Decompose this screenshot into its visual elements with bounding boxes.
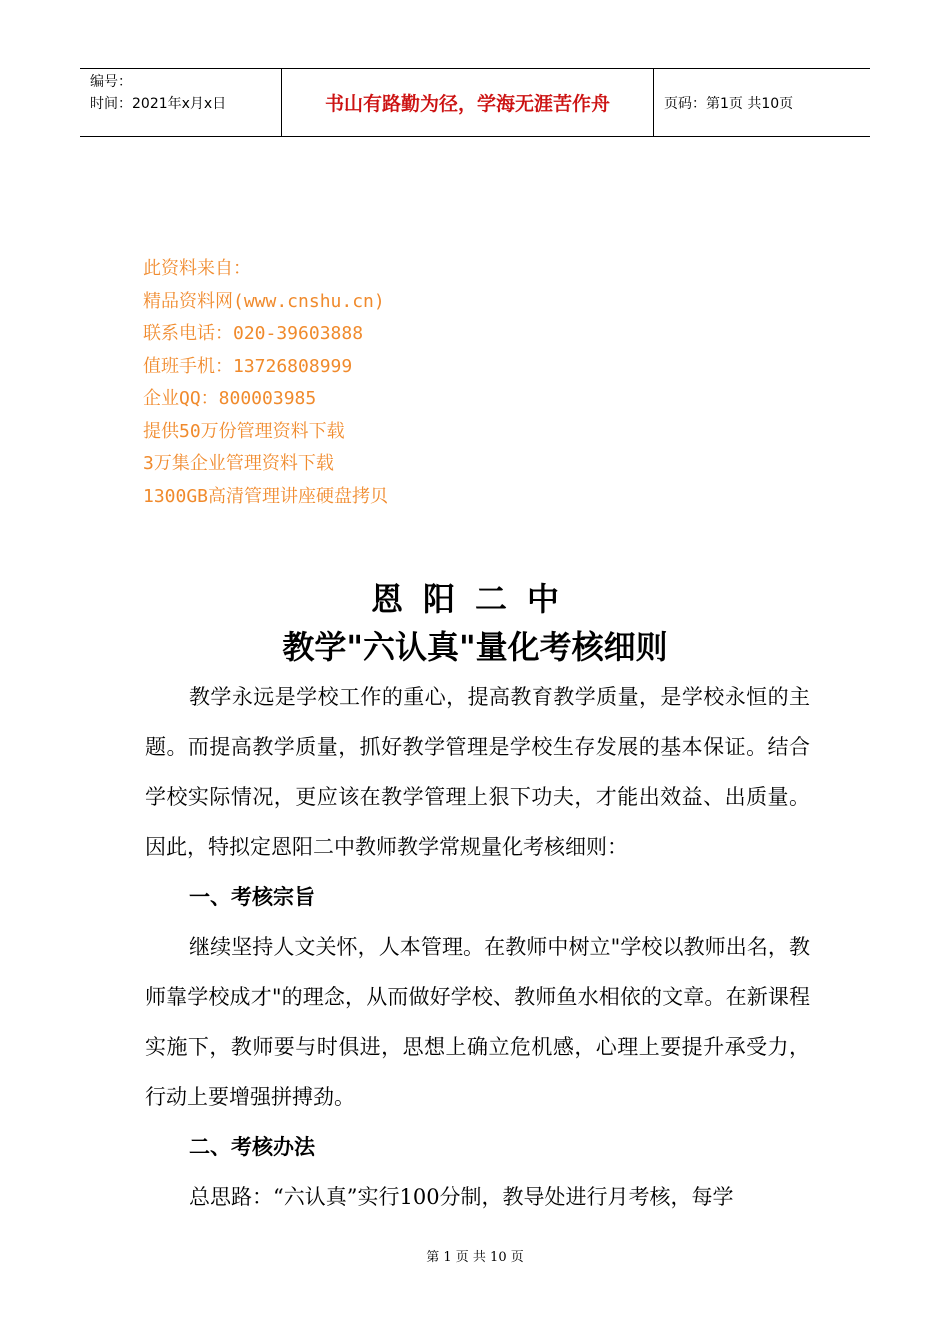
paragraph-method: 总思路：“六认真”实行100分制，教导处进行月考核，每学 xyxy=(189,1185,734,1209)
document-title-school: 恩阳二中 xyxy=(370,580,579,618)
source-line: 1300GB高清管理讲座硬盘拷贝 xyxy=(143,485,389,507)
section-heading: 二、考核办法 xyxy=(189,1135,315,1159)
document-body xyxy=(145,672,810,1222)
paragraph-purpose: 继续坚持人文关怀，人本管理。在教师中树立"学校以教师出名，教师靠学校成才"的理念，从而做好学校、教师鱼水相依的文章。在新课程实施下，教师要与时俱进，思想上确立危机感，心理上要提升承受力，行动上要增强拼搏劲。 xyxy=(145,935,810,1109)
source-info xyxy=(143,253,388,513)
source-line: 精品资料网(www.cnshu.cn) xyxy=(143,290,385,312)
source-line: 企业QQ：800003985 xyxy=(143,388,317,409)
header-page-label: 页码：第1页 共10页 xyxy=(664,95,794,112)
source-line: 此资料来自： xyxy=(143,258,251,279)
header-table xyxy=(80,68,870,137)
number-label: 编号： xyxy=(90,74,132,90)
header-meta xyxy=(80,69,282,136)
source-line: 3万集企业管理资料下载 xyxy=(143,453,334,474)
paragraph-intro: 教学永远是学校工作的重心，提高教育教学质量，是学校永恒的主题。而提高教学质量，抓好教学管理是学校生存发展的基本保证。结合学校实际情况，更应该在教学管理上狠下功夫，才能出效益、出质量。因此，特拟定恩阳二中教师教学常规量化考核细则： xyxy=(145,685,810,859)
source-line: 提供50万份管理资料下载 xyxy=(143,420,345,442)
section-heading: 一、考核宗旨 xyxy=(189,885,315,909)
page-footer: 第 1 页 共 10 页 xyxy=(426,1250,524,1265)
time-label: 时间：2021年x月x日 xyxy=(90,96,227,112)
document-title: 教学"六认真"量化考核细则 xyxy=(282,628,668,666)
source-line: 值班手机：13726808999 xyxy=(143,355,353,377)
source-line: 联系电话：020-39603888 xyxy=(143,323,364,344)
header-motto: 书山有路勤为径，学海无涯苦作舟 xyxy=(282,69,654,136)
